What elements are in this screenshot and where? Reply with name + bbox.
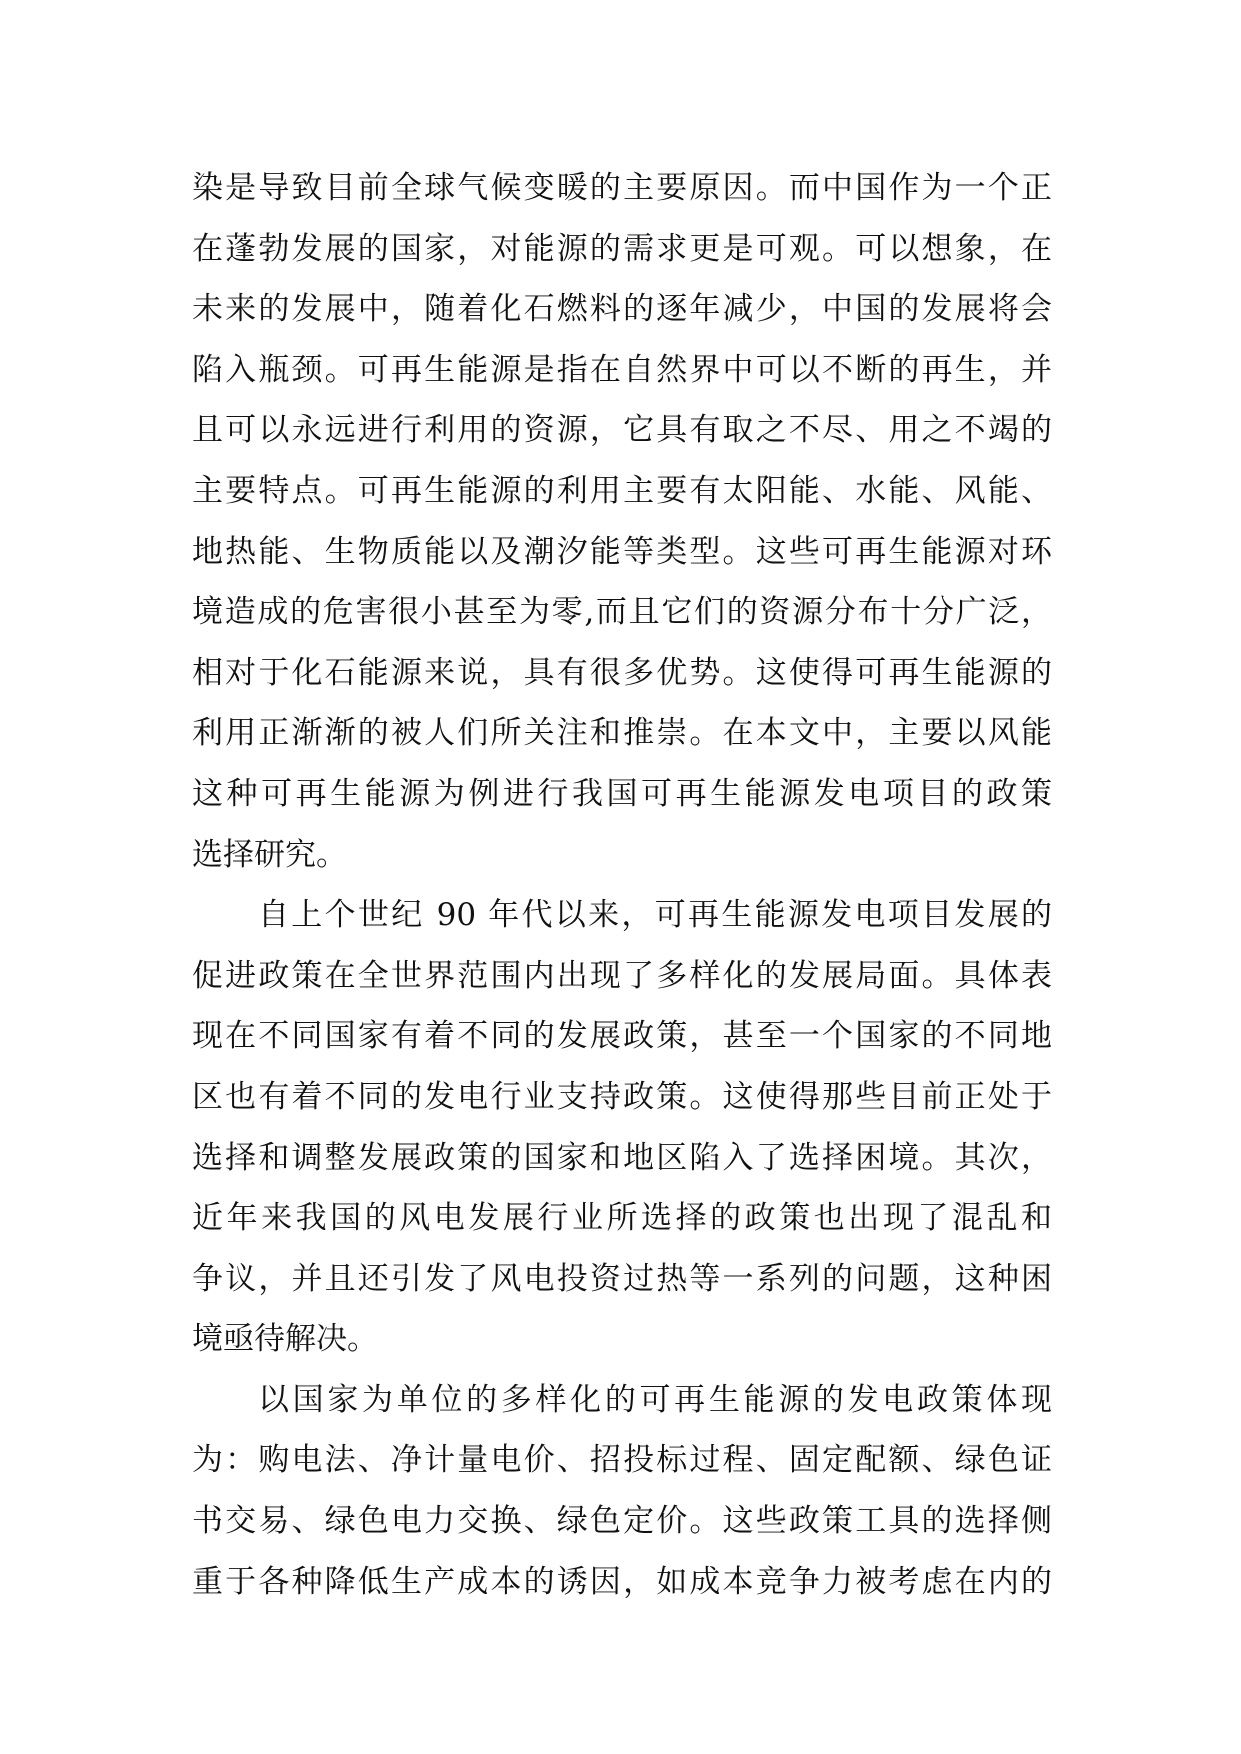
text-line: 自上个世纪 90 年代以来，可再生能源发电项目发展的 <box>258 897 1052 934</box>
text-line: 在蓬勃发展的国家，对能源的需求更是可观。可以想象，在 <box>192 230 1052 267</box>
text-line: 书交易、绿色电力交换、绿色定价。这些政策工具的选择侧 <box>192 1503 1052 1540</box>
text-line: 重于各种降低生产成本的诱因，如成本竞争力被考虑在内的 <box>192 1563 1052 1600</box>
text-line: 境亟待解决。 <box>192 1321 378 1358</box>
text-line: 促进政策在全世界范围内出现了多样化的发展局面。具体表 <box>192 957 1052 994</box>
text-line: 利用正渐渐的被人们所关注和推崇。在本文中，主要以风能 <box>192 715 1052 752</box>
text-line: 未来的发展中，随着化石燃料的逐年减少，中国的发展将会 <box>192 291 1052 328</box>
text-line: 以国家为单位的多样化的可再生能源的发电政策体现 <box>258 1381 1052 1418</box>
text-line: 境造成的危害很小甚至为零,而且它们的资源分布十分广泛， <box>192 594 1052 631</box>
text-line: 近年来我国的风电发展行业所选择的政策也出现了混乱和 <box>192 1200 1052 1237</box>
text-line: 这种可再生能源为例进行我国可再生能源发电项目的政策 <box>192 775 1052 812</box>
text-line: 地热能、生物质能以及潮汐能等类型。这些可再生能源对环 <box>192 533 1052 570</box>
text-line: 现在不同国家有着不同的发展政策，甚至一个国家的不同地 <box>192 1018 1052 1055</box>
text-line: 争议，并且还引发了风电投资过热等一系列的问题，这种困 <box>192 1260 1052 1297</box>
body-text <box>192 158 1052 1612</box>
text-line: 陷入瓶颈。可再生能源是指在自然界中可以不断的再生，并 <box>192 351 1052 388</box>
text-line: 选择研究。 <box>192 836 347 873</box>
text-line: 主要特点。可再生能源的利用主要有太阳能、水能、风能、 <box>192 472 1052 509</box>
text-line: 相对于化石能源来说，具有很多优势。这使得可再生能源的 <box>192 654 1052 691</box>
text-line: 区也有着不同的发电行业支持政策。这使得那些目前正处于 <box>192 1078 1052 1115</box>
text-line: 选择和调整发展政策的国家和地区陷入了选择困境。其次， <box>192 1139 1052 1176</box>
text-line: 且可以永远进行利用的资源，它具有取之不尽、用之不竭的 <box>192 412 1052 449</box>
text-line: 为：购电法、净计量电价、招投标过程、固定配额、绿色证 <box>192 1442 1052 1479</box>
text-line: 染是导致目前全球气候变暖的主要原因。而中国作为一个正 <box>192 170 1052 206</box>
